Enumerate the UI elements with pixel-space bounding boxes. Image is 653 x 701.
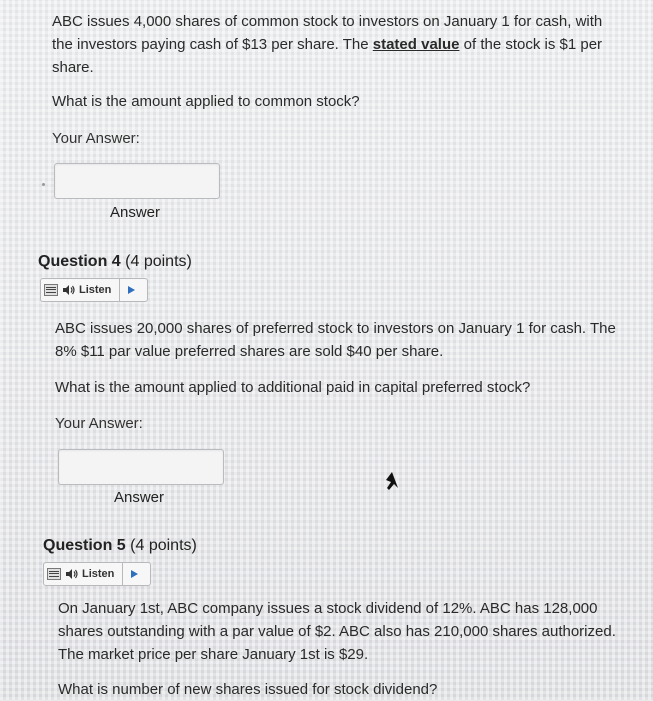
q3-answer-marker <box>42 183 45 186</box>
q5-question: What is number of new shares issued for stock dividend? <box>58 681 438 698</box>
q4-listen-button[interactable] <box>40 278 148 302</box>
q4-heading <box>38 253 192 271</box>
q4-your-answer-label: Your Answer: <box>55 415 143 432</box>
menu-icon[interactable] <box>47 568 61 580</box>
q3-prompt <box>52 10 612 79</box>
q3-prompt-text: ABC issues 4,000 shares of common stock to investors on January 1 for cash, with the investors paying cash of $13 per share. The <box>52 13 603 53</box>
q5-listen-button[interactable] <box>43 562 151 586</box>
q4-points: (4 points) <box>125 253 192 270</box>
q5-heading <box>43 537 197 555</box>
play-icon[interactable] <box>128 286 135 294</box>
q3-answer-input[interactable] <box>54 163 220 199</box>
q5-title: Question 5 <box>43 537 126 554</box>
q4-prompt: ABC issues 20,000 shares of preferred stock to investors on January 1 for cash. The 8% $11 par value preferred shares are sold $40 per share. <box>55 320 616 360</box>
q3-stated-value: stated value <box>372 36 460 53</box>
q4-title: Question 4 <box>38 253 121 270</box>
q4-question: What is the amount applied to additional paid in capital preferred stock? <box>55 379 531 396</box>
q4-answer-input[interactable] <box>58 449 224 485</box>
listen-divider <box>122 563 123 585</box>
q3-answer-button[interactable]: Answer <box>110 204 161 221</box>
speaker-icon <box>62 284 76 296</box>
mouse-pointer-icon <box>380 470 400 492</box>
menu-icon[interactable] <box>44 284 58 296</box>
q3-question: What is the amount applied to common stock? <box>52 93 360 110</box>
speaker-icon <box>65 568 79 580</box>
q3-prompt-text-end: of the stock is $1 per share. <box>52 36 603 76</box>
q5-listen-label: Listen <box>82 568 115 580</box>
q4-listen-label: Listen <box>79 284 112 296</box>
q5-prompt: On January 1st, ABC company issues a stock dividend of 12%. ABC has 128,000 shares outstanding with a par value of $2. ABC also has 210,000 shares authorized. The market price per share January 1st is $29. <box>58 600 616 663</box>
listen-divider <box>119 279 120 301</box>
play-icon[interactable] <box>131 570 138 578</box>
q5-points: (4 points) <box>130 537 197 554</box>
q4-answer-button[interactable]: Answer <box>114 489 165 506</box>
q3-your-answer-label: Your Answer: <box>52 130 140 147</box>
